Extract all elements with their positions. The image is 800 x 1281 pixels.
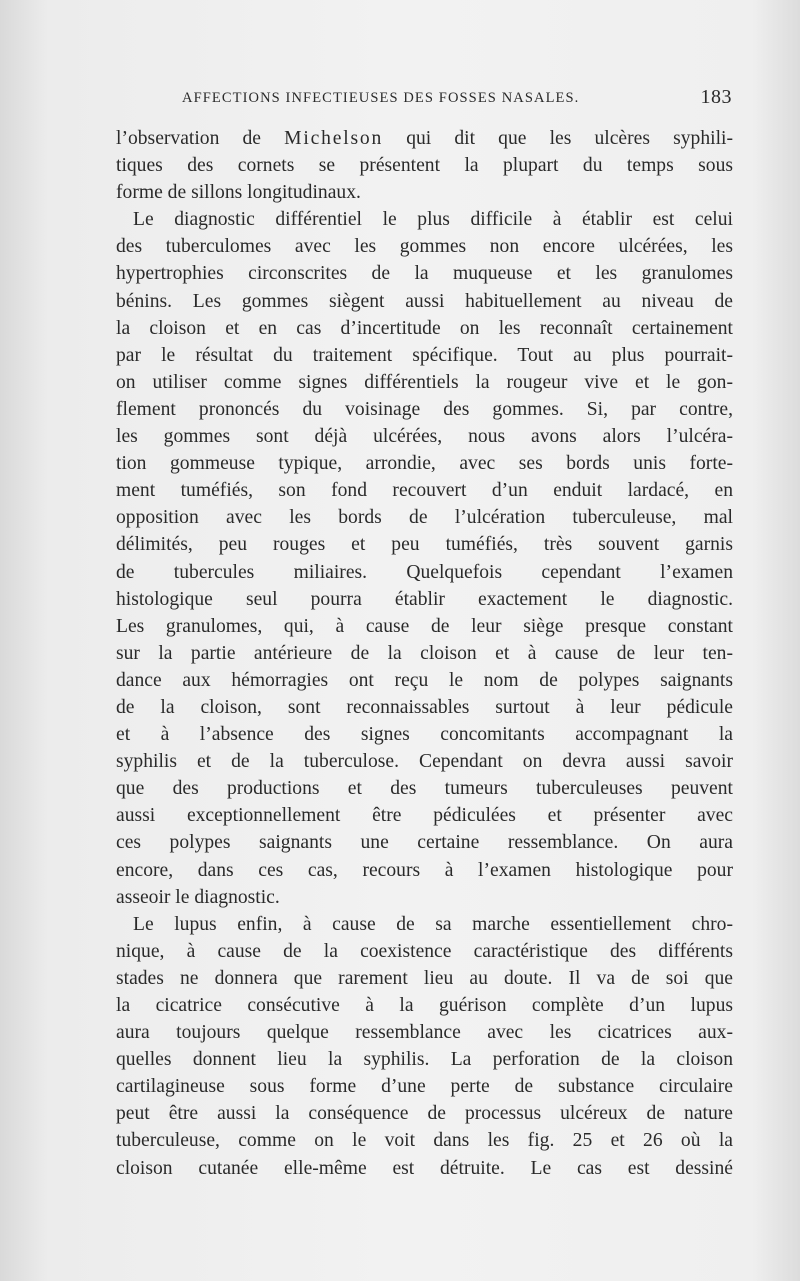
text-line: et à l’absence des signes concomitants accompagnant la [116, 724, 733, 746]
page-number: 183 [700, 86, 732, 108]
text-line: on utiliser comme signes différentiels la rougeur vive et le gon- [116, 371, 733, 393]
paragraph-2 [116, 206, 733, 910]
text-line: de la cloison, sont reconnaissables surtout à leur pédicule [116, 696, 733, 718]
text-line: tuberculeuse, comme on le voit dans les fig. 25 et 26 où la [116, 1130, 733, 1152]
text-line: opposition avec les bords de l’ulcération tuberculeuse, mal [116, 507, 733, 529]
text-line: dance aux hémorragies ont reçu le nom de polypes saignants [116, 669, 733, 691]
text-line: tiques des cornets se présentent la plupart du temps sous [116, 155, 733, 177]
page-header [116, 86, 732, 114]
text-line [116, 125, 733, 152]
text-line: la cloison et en cas d’incertitude on les reconnaît certainement [116, 317, 733, 339]
running-title: AFFECTIONS INFECTIEUSES DES FOSSES NASALES. [182, 90, 580, 106]
text-line: flement prononcés du voisinage des gommes. Si, par contre, [116, 398, 733, 420]
text-line: tion gommeuse typique, arrondie, avec ses bords unis forte- [116, 453, 733, 475]
text-line: Les granulomes, qui, à cause de leur siège presque constant [116, 615, 733, 637]
text-line: Le lupus enfin, à cause de sa marche essentiellement chro- [133, 913, 733, 935]
text-fragment: qui dit que les ulcères syphili- [383, 128, 733, 149]
text-line: aussi exceptionnellement être pédiculées et présenter avec [116, 805, 733, 827]
text-line: hypertrophies circonscrites de la muqueuse et les granulomes [116, 263, 733, 285]
text-line: bénins. Les gommes siègent aussi habituellement au niveau de [116, 290, 733, 312]
body-text [116, 125, 733, 1182]
text-line: aura toujours quelque ressemblance avec les cicatrices aux- [116, 1022, 733, 1044]
paragraph-3 [116, 911, 733, 1182]
text-line: des tuberculomes avec les gommes non encore ulcérées, les [116, 236, 733, 258]
text-line: asseoir le diagnostic. [116, 886, 280, 908]
text-line: les gommes sont déjà ulcérées, nous avons alors l’ulcéra- [116, 426, 733, 448]
text-line: Le diagnostic différentiel le plus difficile à établir est celui [133, 209, 733, 231]
text-line: de tubercules miliaires. Quelquefois cependant l’examen [116, 561, 733, 583]
text-line: cartilagineuse sous forme d’une perte de substance circulaire [116, 1076, 733, 1098]
text-line: syphilis et de la tuberculose. Cependant on devra aussi savoir [116, 751, 733, 773]
text-line: sur la partie antérieure de la cloison et à cause de leur ten- [116, 642, 733, 664]
text-line: nique, à cause de la coexistence caractéristique des différents [116, 940, 733, 962]
text-line: cloison cutanée elle-même est détruite. Le cas est dessiné [116, 1157, 733, 1179]
text-line: peut être aussi la conséquence de processus ulcéreux de nature [116, 1103, 733, 1125]
text-line: forme de sillons longitudinaux. [116, 182, 361, 204]
text-line: histologique seul pourra établir exactement le diagnostic. [116, 588, 733, 610]
paragraph-1 [116, 125, 733, 206]
text-fragment: l’observation de [116, 128, 285, 149]
text-line: la cicatrice consécutive à la guérison complète d’un lupus [116, 995, 733, 1016]
text-line: délimités, peu rouges et peu tuméfiés, très souvent garnis [116, 534, 733, 556]
text-line: que des productions et des tumeurs tuberculeuses peuvent [116, 778, 733, 800]
text-line: stades ne donnera que rarement lieu au doute. Il va de soi que [116, 967, 733, 989]
text-line: quelles donnent lieu la syphilis. La perforation de la cloison [116, 1049, 733, 1071]
text-line: ces polypes saignants une certaine ressemblance. On aura [116, 832, 733, 854]
text-line: encore, dans ces cas, recours à l’examen histologique pour [116, 859, 733, 881]
author-name: Michelson [284, 128, 384, 149]
text-line: par le résultat du traitement spécifique. Tout au plus pourrait- [116, 344, 733, 366]
text-line: ment tuméfiés, son fond recouvert d’un enduit lardacé, en [116, 480, 733, 502]
